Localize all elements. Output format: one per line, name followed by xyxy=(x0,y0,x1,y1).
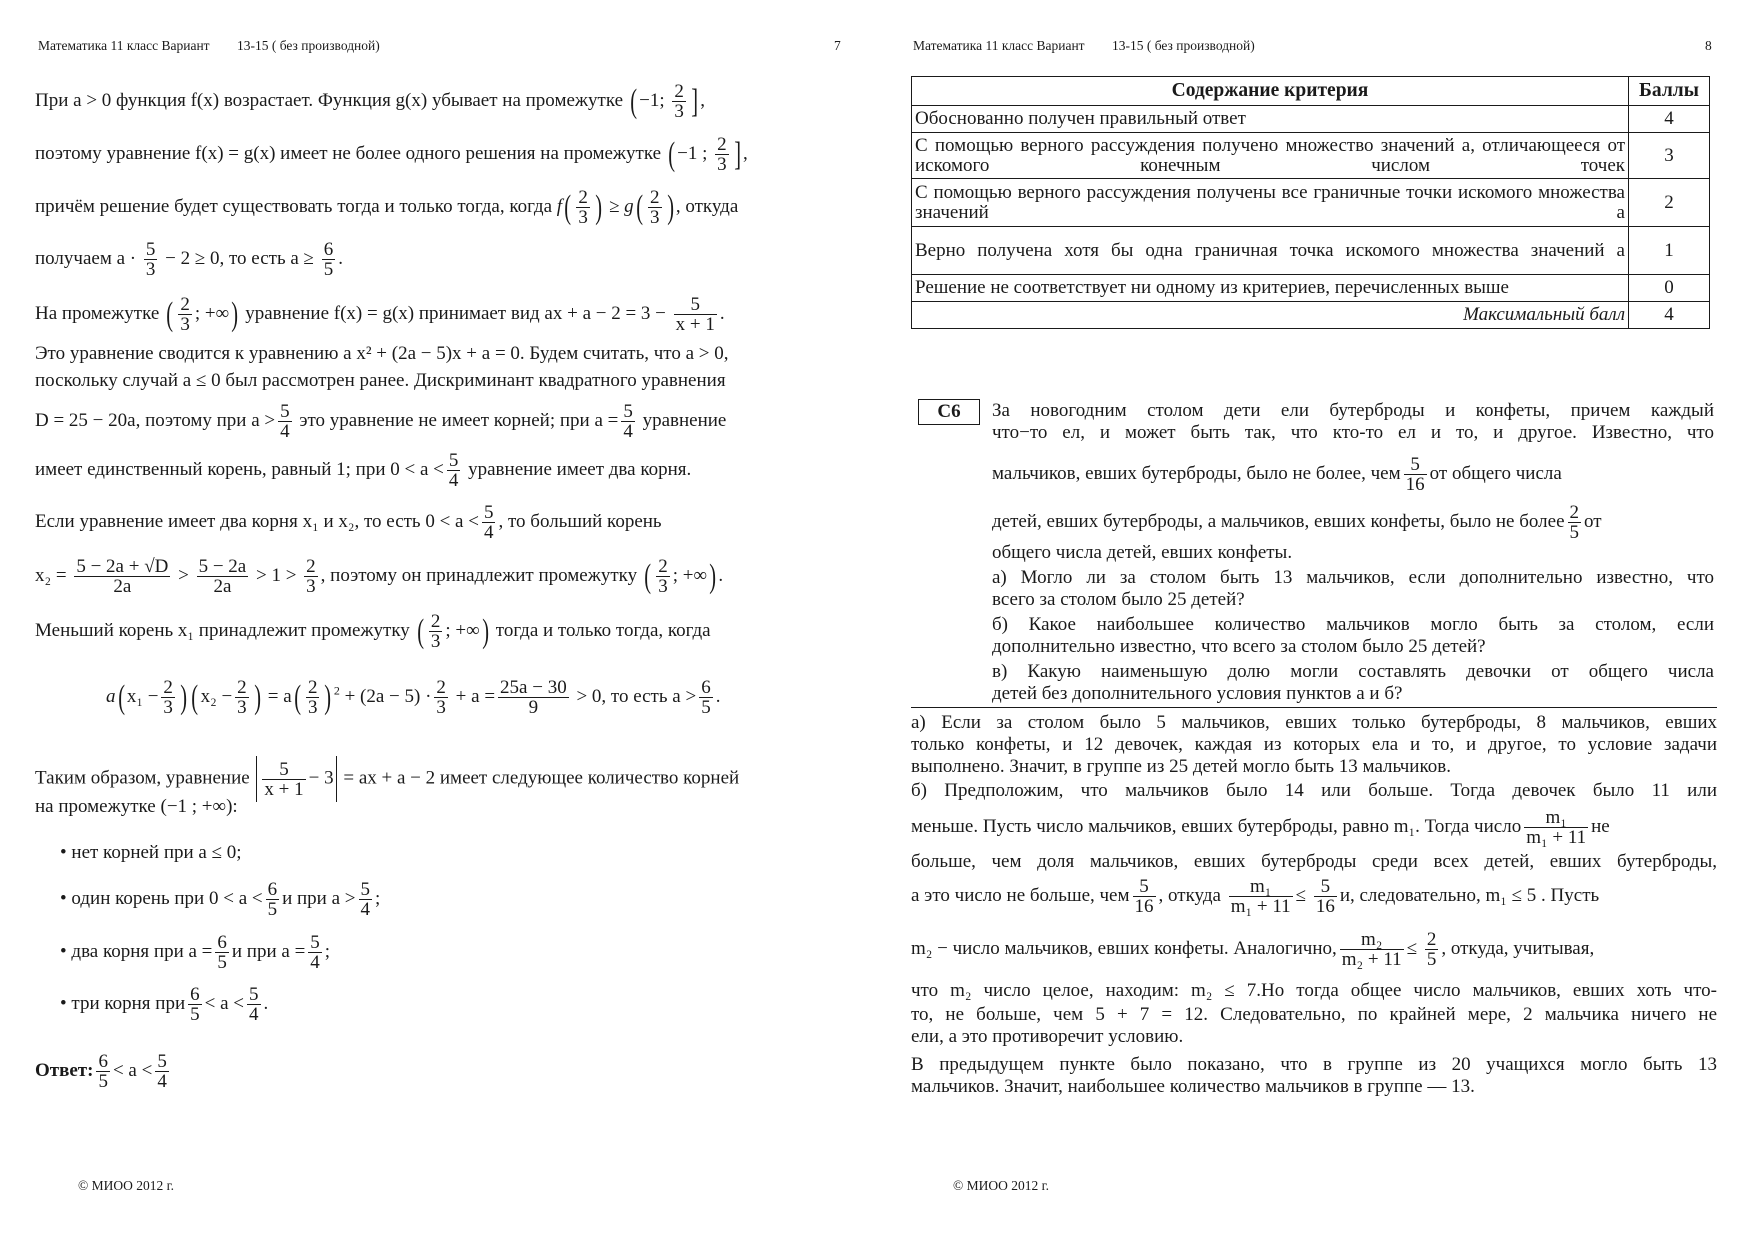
text-line: в) Какую наименьшую долю могли составлять девочки от общего числа xyxy=(992,661,1714,682)
text-line: больше, чем доля мальчиков, евших бутерброды среди всех детей, евших бутерброды, xyxy=(911,851,1717,872)
table-cell: 4 xyxy=(1629,106,1710,133)
text-line: Таким образом, уравнение $\frac{5}{x + 1}$ − 3 = ax + a − 2 имеет следующее количество корней xyxy=(35,756,739,802)
text-line: мальчиков, евших бутерброды, было не более, чем $\frac{5}{16}$ от общего числа xyxy=(992,454,1562,495)
text-line: Это уравнение сводится к уравнению a x² + (2a − 5)x + a = 0. Будем считать, что a > 0, xyxy=(35,343,729,364)
text-line: б) Предположим, что мальчиков было 14 или больше. Тогда девочек было 11 или xyxy=(911,780,1717,801)
text-line: мальчиков. Значит, наибольшее количество мальчиков в группе — 13. xyxy=(911,1076,1475,1097)
text-line: то, не больше, чем 5 + 7 = 12. Следовательно, по крайней мере, 2 мальчика ничего не xyxy=(911,1004,1717,1025)
list-item: • два корня при a = $\frac{6}{5}$ и при a = $\frac{5}{4}$ ; xyxy=(60,932,331,973)
table-header: Содержание критерия xyxy=(912,77,1629,106)
text-line: всего за столом было 25 детей? xyxy=(992,589,1245,610)
table-cell: Решение не соответствует ни одному из критериев, перечисленных выше xyxy=(912,275,1629,302)
table-cell: 4 xyxy=(1629,302,1710,329)
text-line: дополнительно известно, что всего за столом было 25 детей? xyxy=(992,636,1486,657)
table-cell: 3 xyxy=(1629,133,1710,179)
text-line: детей без дополнительного условия пунктов а и б? xyxy=(992,683,1403,704)
text-line: Меньший корень x₁ принадлежит промежутку ( $\frac{2}{3}$ ; +∞) тогда и только тогда, когда xyxy=(35,611,711,652)
text-line: поскольку случай a ≤ 0 был рассмотрен ранее. Дискриминант квадратного уравнения xyxy=(35,370,726,391)
text-line: а) Если за столом было 5 мальчиков, евших только бутерброды, 8 мальчиков, евших xyxy=(911,712,1717,733)
text-line: общего числа детей, евших конфеты. xyxy=(992,542,1293,563)
text-line: причём решение будет существовать тогда и только тогда, когда f( $\frac{2}{3}$ ) ≥ g( $\frac{2}{3}$ ) , откуда xyxy=(35,187,739,228)
text-line: На промежутке ( $\frac{2}{3}$ ; +∞) уравнение f(x) = g(x) принимает вид ax + a − 2 = 3 − $\frac{5}{x + 1}$ . xyxy=(35,294,725,335)
text-line: детей, евших бутерброды, а мальчиков, евших конфеты, было не более $\frac{2}{5}$ от xyxy=(992,502,1602,543)
header-title: Математика 11 класс Вариант xyxy=(913,38,1085,53)
text-line: D = 25 − 20a, поэтому при a > $\frac{5}{4}$ это уравнение не имеет корней; при a = $\frac{5}{4}$ уравнение xyxy=(35,401,727,442)
table-cell: С помощью верного рассуждения получены все граничные точки искомого множества значений a xyxy=(912,179,1629,227)
list-item: • один корень при 0 < a < $\frac{6}{5}$ и при a > $\frac{5}{4}$ ; xyxy=(60,879,381,920)
table-cell: 2 xyxy=(1629,179,1710,227)
text-line: m₂ − число мальчиков, евших конфеты. Аналогично, $\frac{\text{m₂}}{\text{m₂ + 11}}$ ≤ $\frac{2}{5}$ , откуда, учитывая, xyxy=(911,929,1595,970)
task-label: С6 xyxy=(918,399,980,425)
table-cell: 1 xyxy=(1629,227,1710,275)
table-cell: 0 xyxy=(1629,275,1710,302)
page-header xyxy=(38,38,841,54)
table-cell: Максимальный балл xyxy=(912,302,1629,329)
formula-line: a( x₁ − $\frac{2}{3}$ ) ( x₂ − $\frac{2}{3}$ ) = a( $\frac{2}{3}$ ) $^2$ + (2a − 5) · $\frac{2}{3}$ + a = $\frac{25a - 30}{9}$ > 0, то есть a > $\frac{6}{5}$ . xyxy=(106,677,721,718)
text-line: Если уравнение имеет два корня x₁ и x₂, то есть 0 < a < $\frac{5}{4}$ , то больший корень xyxy=(35,502,662,543)
answer: Ответ: $\frac{6}{5}$ < a < $\frac{5}{4}$ xyxy=(35,1051,167,1092)
table-cell: Верно получена хотя бы одна граничная точка искомого множества значений a xyxy=(912,227,1629,275)
text-line: поэтому уравнение f(x) = g(x) имеет не более одного решения на промежутке ( −1 ; $\frac{2}{3}$ ] , xyxy=(35,134,748,175)
text-line: на промежутке (−1 ; +∞): xyxy=(35,796,238,817)
text-line: что m₂ число целое, находим: m₂ ≤ 7.Но тогда общее число мальчиков, евших хоть что- xyxy=(911,980,1717,1001)
text-line: а) Могло ли за столом быть 13 мальчиков, если дополнительно известно, что xyxy=(992,567,1714,588)
table-cell: Обоснованно получен правильный ответ xyxy=(912,106,1629,133)
text-line: а это число не больше, чем $\frac{5}{16}$ , откуда $\frac{\text{m₁}}{\text{m₁ + 11}}$ ≤ $\frac{5}{16}$ и, следовательно, m₁ ≤ 5 . Пусть xyxy=(911,876,1600,917)
text-line: В предыдущем пункте было показано, что в группе из 20 учащихся могло быть 13 xyxy=(911,1054,1717,1075)
criteria-table xyxy=(911,76,1710,329)
divider xyxy=(911,707,1717,708)
text-line: выполнено. Значит, в группе из 25 детей могло быть 13 мальчиков. xyxy=(911,756,1451,777)
footer: © МИОО 2012 г. xyxy=(953,1178,1050,1193)
text-line: меньше. Пусть число мальчиков, евших бутерброды, равно m₁. Тогда число $\frac{\text{m₁}}{\text{m₁ + 11}}$ не xyxy=(911,807,1610,848)
list-item: • нет корней при a ≤ 0; xyxy=(60,842,242,863)
table-header: Баллы xyxy=(1629,77,1710,106)
text-line: что−то ел, и может быть так, что кто-то ел и то, и другое. Известно, что xyxy=(992,422,1714,443)
text-line: имеет единственный корень, равный 1; при 0 < a < $\frac{5}{4}$ уравнение имеет два корня. xyxy=(35,450,692,491)
footer: © МИОО 2012 г. xyxy=(78,1178,175,1193)
list-item: • три корня при $\frac{6}{5}$ < a < $\frac{5}{4}$ . xyxy=(60,984,269,1025)
formula-line: x₂ = $\frac{5 - 2a + √D}{2a}$ > $\frac{5 - 2a}{2a}$ > 1 > $\frac{2}{3}$ , поэтому он принадлежит промежутку ( $\frac{2}{3}$ ; +∞) . xyxy=(35,556,724,597)
table-cell: С помощью верного рассуждения получено множество значений a, отличающееся от искомого конечным числом точек xyxy=(912,133,1629,179)
text-line: получаем a · $\frac{5}{3}$ − 2 ≥ 0, то есть a ≥ $\frac{6}{5}$ . xyxy=(35,239,343,280)
text-line: ели, а это противоречит условию. xyxy=(911,1026,1184,1047)
page-number: 7 xyxy=(834,38,841,53)
header-title: Математика 11 класс Вариант xyxy=(38,38,210,53)
page-header xyxy=(913,38,1713,54)
text-line: За новогодним столом дети ели бутерброды и конфеты, причем каждый xyxy=(992,400,1714,421)
header-variant: 13-15 ( без производной) xyxy=(1111,38,1255,53)
header-variant: 13-15 ( без производной) xyxy=(236,38,380,53)
text-line: б) Какое наибольшее количество мальчиков могло быть за столом, если xyxy=(992,614,1714,635)
page-number: 8 xyxy=(1705,38,1712,53)
text-line: только конфеты, и 12 девочек, каждая из которых ела и то, и другое, то условие задачи xyxy=(911,734,1717,755)
text-line: При a > 0 функция f(x) возрастает. Функция g(x) убывает на промежутке ( −1; $\frac{2}{3}$ ] , xyxy=(35,81,705,122)
